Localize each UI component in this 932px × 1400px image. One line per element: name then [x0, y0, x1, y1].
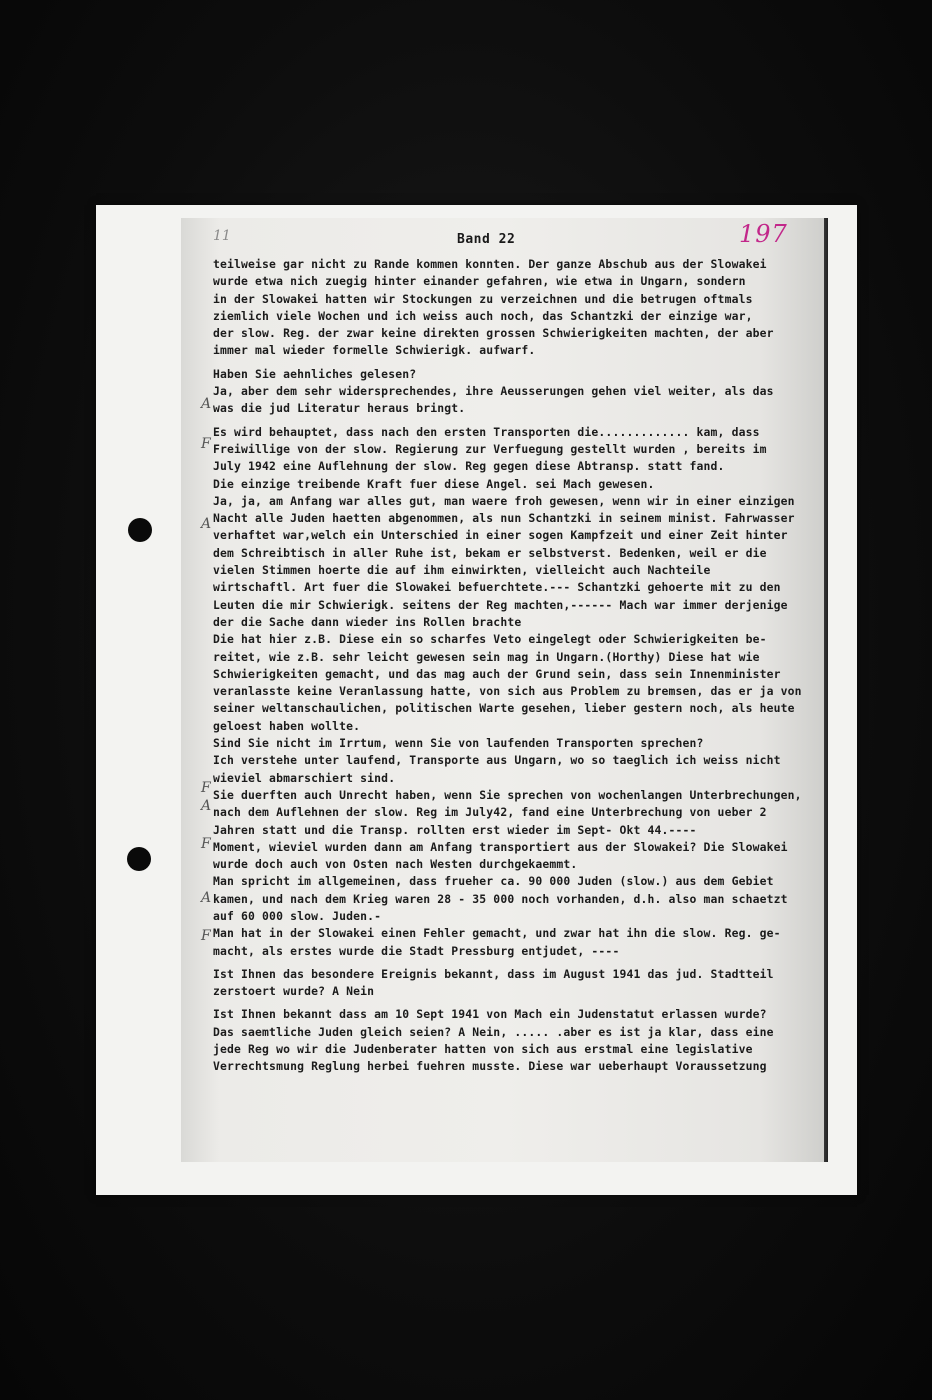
paragraph [213, 1006, 824, 1075]
paragraph [213, 366, 824, 418]
text-line: Haben Sie aehnliches gelesen? [213, 366, 417, 381]
text-line: Moment, wieviel wurden dann am Anfang transportiert aus der Slowakei? Die Slowakei [213, 839, 788, 854]
paragraph [213, 256, 824, 360]
paragraph [213, 966, 824, 1001]
text-line: Ja, aber dem sehr widersprechendes, ihre Aeusserungen gehen viel weiter, als das [213, 384, 774, 399]
text-line: wurde doch auch von Osten nach Westen durchgekaemmt. [213, 857, 578, 872]
text-line: seiner weltanschaulichen, politischen Warte gesehen, lieber gestern noch, als heute [213, 701, 795, 716]
text-line: zerstoert wurde? A Nein [213, 984, 375, 999]
text-line: Man spricht im allgemeinen, dass frueher ca. 90 000 Juden (slow.) aus dem Gebiet [213, 874, 774, 889]
photocopy-page [181, 218, 824, 1162]
text-line: Sind Sie nicht im Irrtum, wenn Sie von laufenden Transporten sprechen? [213, 736, 704, 751]
margin-mark: A [201, 890, 212, 906]
text-line: Verrechtsmung Reglung herbei fuehren musste. Diese war ueberhaupt Voraussetzung [213, 1059, 767, 1074]
text-line: Es wird behauptet, dass nach den ersten Transporten die............. kam, dass [213, 424, 760, 439]
text-line: jede Reg wo wir die Judenberater hatten von sich aus erstmal eine legislative [213, 1042, 753, 1057]
page-header [181, 220, 824, 248]
punch-hole-bottom [127, 847, 151, 871]
text-line: Schwierigkeiten gemacht, und das mag auch der Grund sein, dass sein Innenminister [213, 666, 781, 681]
margin-mark: F [201, 836, 211, 852]
punch-hole-top [128, 518, 152, 542]
margin-mark: F [201, 928, 211, 944]
text-line: wieviel abmarschiert sind. [213, 770, 396, 785]
text-line: wurde etwa nich zuegig hinter einander gefahren, wie etwa in Ungarn, sondern [213, 274, 746, 289]
text-line: nach dem Auflehnen der slow. Reg im July42, fand eine Unterbrechung von ueber 2 [213, 805, 767, 820]
paragraph [213, 424, 824, 960]
text-line: July 1942 eine Auflehnung der slow. Reg gegen diese Abtransp. statt fand. [213, 459, 725, 474]
text-line: der die Sache dann wieder ins Rollen brachte [213, 614, 522, 629]
margin-mark: A [201, 396, 212, 412]
text-line: geloest haben wollte. [213, 718, 361, 733]
margin-mark: F [201, 436, 211, 452]
page-number: 197 [739, 220, 788, 248]
text-line: Ist Ihnen das besondere Ereignis bekannt, dass im August 1941 das jud. Stadtteil [213, 966, 774, 981]
text-line: in der Slowakei hatten wir Stockungen zu verzeichnen und die betrugen oftmals [213, 291, 753, 306]
text-line: macht, als erstes wurde die Stadt Pressburg entjudet, ---- [213, 943, 620, 958]
text-line: Die einzige treibende Kraft fuer diese Angel. sei Mach gewesen. [213, 476, 655, 491]
text-line: dem Schreibtisch in aller Ruhe ist, bekam er selbstverst. Bedenken, weil er die [213, 545, 767, 560]
text-line: veranlasste keine Veranlassung hatte, von sich aus Problem zu bremsen, das er ja von [213, 684, 802, 699]
margin-mark: F [201, 780, 211, 796]
text-line: verhaftet war,welch ein Unterschied in einer sogen Kampfzeit und einer Zeit hinter [213, 528, 788, 543]
text-line: Man hat in der Slowakei einen Fehler gemacht, und zwar hat ihn die slow. Reg. ge- [213, 926, 781, 941]
transcript-body [213, 256, 824, 1076]
text-line: wirtschaftl. Art fuer die Slowakei befuerchtete.--- Schantzki gehoerte mit zu den [213, 580, 781, 595]
margin-mark: A [201, 798, 212, 814]
text-line: teilweise gar nicht zu Rande kommen konnten. Der ganze Abschub aus der Slowakei [213, 257, 767, 271]
text-line: Jahren statt und die Transp. rollten erst wieder im Sept- Okt 44.---- [213, 822, 697, 837]
text-line: was die jud Literatur heraus bringt. [213, 401, 466, 416]
text-line: Ist Ihnen bekannt dass am 10 Sept 1941 von Mach ein Judenstatut erlassen wurde? [213, 1007, 767, 1022]
text-line: der slow. Reg. der zwar keine direkten grossen Schwierigkeiten machten, der aber [213, 326, 774, 341]
text-line: Das saemtliche Juden gleich seien? A Nein, ..... .aber es ist ja klar, dass eine [213, 1024, 774, 1039]
text-line: immer mal wieder formelle Schwierigk. aufwarf. [213, 343, 536, 358]
margin-mark: A [201, 516, 212, 532]
text-line: Freiwillige von der slow. Regierung zur Verfuegung gestellt wurden , bereits im [213, 441, 767, 456]
text-line: Sie duerften auch Unrecht haben, wenn Sie sprechen von wochenlangen Unterbrechungen, [213, 787, 802, 802]
text-line: auf 60 000 slow. Juden.- [213, 908, 382, 923]
text-line: Leuten die mir Schwierigk. seitens der Reg machten,------ Mach war immer derjenige [213, 597, 788, 612]
text-line: Ja, ja, am Anfang war alles gut, man waere froh gewesen, wenn wir in einer einzigen [213, 493, 795, 508]
text-line: kamen, und nach dem Krieg waren 28 - 35 000 noch vorhanden, d.h. also man schaetzt [213, 891, 788, 906]
band-label: Band 22 [457, 232, 516, 247]
text-line: Nacht alle Juden haetten abgenommen, als nun Schantzki in seinem minist. Fahrwasser [213, 511, 795, 526]
pencil-number: 11 [213, 228, 231, 244]
text-line: Ich verstehe unter laufend, Transporte aus Ungarn, wo so taeglich ich weiss nicht [213, 753, 781, 768]
text-line: reitet, wie z.B. sehr leicht gewesen sein mag in Ungarn.(Horthy) Diese hat wie [213, 649, 760, 664]
text-line: vielen Stimmen hoerte die auf ihm einwirkten, vielleicht auch Nachteile [213, 563, 711, 578]
text-line: Die hat hier z.B. Diese ein so scharfes Veto eingelegt oder Schwierigkeiten be- [213, 632, 767, 647]
text-line: ziemlich viele Wochen und ich weiss auch noch, das Schantzki der einzige war, [213, 308, 753, 323]
